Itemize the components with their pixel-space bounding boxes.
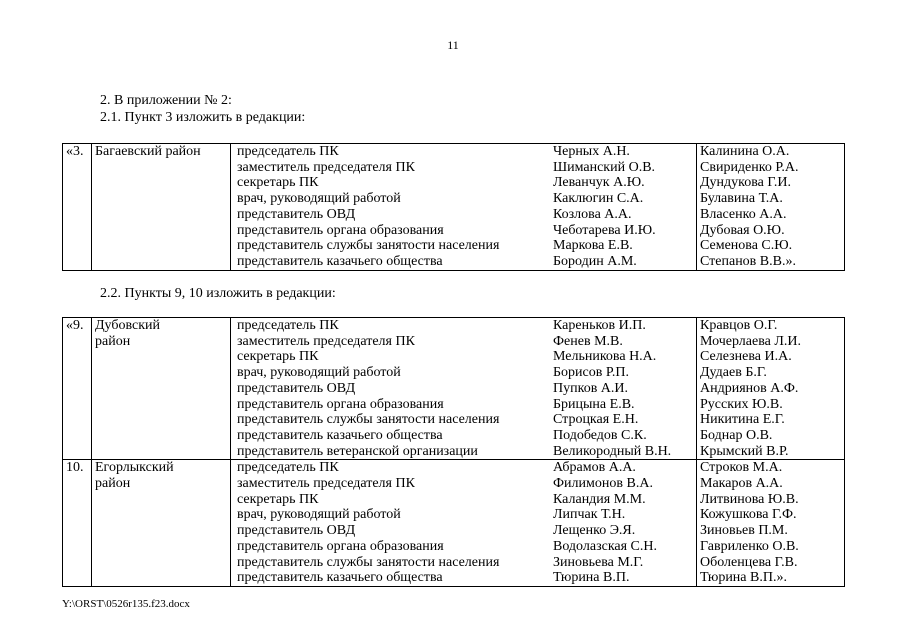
reserve-member-name-cell (697, 318, 845, 460)
reserve-member-name: Тюрина В.П.». (700, 570, 787, 586)
role-title: председатель ПК (237, 460, 339, 476)
table-body (63, 318, 845, 587)
role-title: представитель службы занятости населения (237, 238, 500, 254)
member-name: Борисов Р.П. (553, 365, 630, 381)
reserve-member-name-cell (697, 144, 845, 271)
member-name: Строцкая Е.Н. (553, 412, 639, 428)
role-title: представитель службы занятости населения (237, 554, 500, 570)
member-name: Филимонов В.А. (553, 476, 653, 492)
item-number: 10. (63, 460, 92, 587)
reserve-member-name: Власенко А.А. (700, 206, 787, 222)
role-title: представитель службы занятости населения (237, 412, 500, 428)
reserve-member-name: Свириденко Р.А. (700, 159, 799, 175)
member-name: Козлова А.А. (553, 206, 632, 222)
table-row (63, 144, 845, 271)
role-title: заместитель председателя ПК (237, 159, 415, 175)
member-name: Каландия М.М. (553, 491, 646, 507)
reserve-member-name: Русских Ю.В. (700, 396, 783, 412)
reserve-member-name: Мочерлаева Л.И. (700, 333, 801, 349)
item-number: «9. (63, 318, 92, 460)
file-path-footer: Y:\ORST\0526r135.f23.docx (62, 598, 190, 610)
member-name: Зиновьева М.Г. (553, 554, 644, 570)
member-name: Водолазская С.Н. (553, 538, 658, 554)
role-title: заместитель председателя ПК (237, 333, 415, 349)
member-name: Черных А.Н. (553, 144, 630, 159)
member-name: Бородин А.М. (553, 253, 637, 269)
role-title: представитель ОВД (237, 523, 356, 539)
reserve-member-name: Селезнева И.А. (700, 349, 792, 365)
item-number: «3. (63, 144, 92, 271)
reserve-member-name: Кожушкова Г.Ф. (700, 507, 797, 523)
member-name: Маркова Е.В. (553, 238, 633, 254)
item-2-2-heading: 2.2. Пункты 9, 10 изложить в редакции: (100, 286, 336, 301)
reserve-member-name: Кравцов О.Г. (700, 318, 778, 333)
member-name: Леванчук А.Ю. (553, 175, 645, 191)
role-title: представитель казачьего общества (237, 570, 443, 586)
member-name: Абрамов А.А. (553, 460, 636, 476)
role-title: секретарь ПК (237, 175, 319, 191)
member-name: Брицына Е.В. (553, 396, 635, 412)
reserve-member-name: Дундукова Г.И. (700, 175, 792, 191)
role-title: представитель казачьего общества (237, 427, 443, 443)
role-title: врач, руководящий работой (237, 365, 401, 381)
role-title: председатель ПК (237, 318, 339, 333)
commission-table-1 (62, 143, 845, 271)
member-name-cell (550, 144, 697, 271)
reserve-member-name: Литвинова Ю.В. (700, 491, 799, 507)
role-title: председатель ПК (237, 144, 339, 159)
role-title-cell (231, 144, 551, 271)
member-name-cell (550, 318, 697, 460)
role-title: представитель органа образования (237, 538, 444, 554)
reserve-member-name: Макаров А.А. (700, 476, 783, 492)
role-title: представитель органа образования (237, 222, 444, 238)
reserve-member-name: Боднар О.В. (700, 427, 773, 443)
member-name: Подобедов С.К. (553, 427, 647, 443)
member-name: Пупков А.И. (553, 380, 629, 396)
role-title-cell (231, 460, 551, 587)
reserve-member-name: Семенова С.Ю. (700, 238, 793, 254)
role-title-cell (231, 318, 551, 460)
reserve-member-name: Степанов В.В.». (700, 253, 796, 269)
district-name-cell (92, 318, 231, 460)
district-name: район (95, 333, 131, 349)
reserve-member-name: Дудаев Б.Г. (700, 365, 767, 381)
role-title: представитель ОВД (237, 380, 356, 396)
member-name: Фенев М.В. (553, 333, 623, 349)
member-name: Шиманский О.В. (553, 159, 656, 175)
reserve-member-name: Булавина Т.А. (700, 191, 783, 207)
member-name-cell (550, 460, 697, 587)
role-title: представитель ветеранской организации (237, 443, 478, 459)
table-row (63, 460, 845, 587)
district-name: район (95, 476, 131, 492)
appendix-heading: 2. В приложении № 2: (100, 93, 232, 108)
table-body (63, 144, 845, 271)
role-title: заместитель председателя ПК (237, 476, 415, 492)
role-title: представитель ОВД (237, 206, 356, 222)
reserve-member-name: Зиновьев П.М. (700, 523, 788, 539)
reserve-member-name-cell (697, 460, 845, 587)
reserve-member-name: Никитина Е.Г. (700, 412, 785, 428)
member-name: Великородный В.Н. (553, 443, 672, 459)
district-name: Багаевский район (95, 144, 201, 159)
role-title: представитель органа образования (237, 396, 444, 412)
item-2-1-heading: 2.1. Пункт 3 изложить в редакции: (100, 110, 306, 125)
member-name: Липчак Т.Н. (553, 507, 626, 523)
role-title: секретарь ПК (237, 349, 319, 365)
member-name: Тюрина В.П. (553, 570, 630, 586)
district-name: Дубовский (95, 318, 161, 333)
reserve-member-name: Андриянов А.Ф. (700, 380, 799, 396)
page-number: 11 (447, 38, 459, 52)
reserve-member-name: Гавриленко О.В. (700, 538, 799, 554)
reserve-member-name: Оболенцева Г.В. (700, 554, 798, 570)
reserve-member-name: Строков М.А. (700, 460, 783, 476)
role-title: врач, руководящий работой (237, 191, 401, 207)
role-title: секретарь ПК (237, 491, 319, 507)
table-row (63, 318, 845, 460)
district-name-cell (92, 460, 231, 587)
role-title: врач, руководящий работой (237, 507, 401, 523)
member-name: Чеботарева И.Ю. (553, 222, 656, 238)
district-name: Егорлыкский (95, 460, 174, 476)
district-name-cell (92, 144, 231, 271)
member-name: Мельникова Н.А. (553, 349, 657, 365)
reserve-member-name: Калинина О.А. (700, 144, 790, 159)
member-name: Лещенко Э.Я. (553, 523, 636, 539)
role-title: представитель казачьего общества (237, 253, 443, 269)
commission-table-2 (62, 317, 845, 587)
reserve-member-name: Дубовая О.Ю. (700, 222, 785, 238)
member-name: Кареньков И.П. (553, 318, 646, 333)
reserve-member-name: Крымский В.Р. (700, 443, 789, 459)
member-name: Каклюгин С.А. (553, 191, 644, 207)
